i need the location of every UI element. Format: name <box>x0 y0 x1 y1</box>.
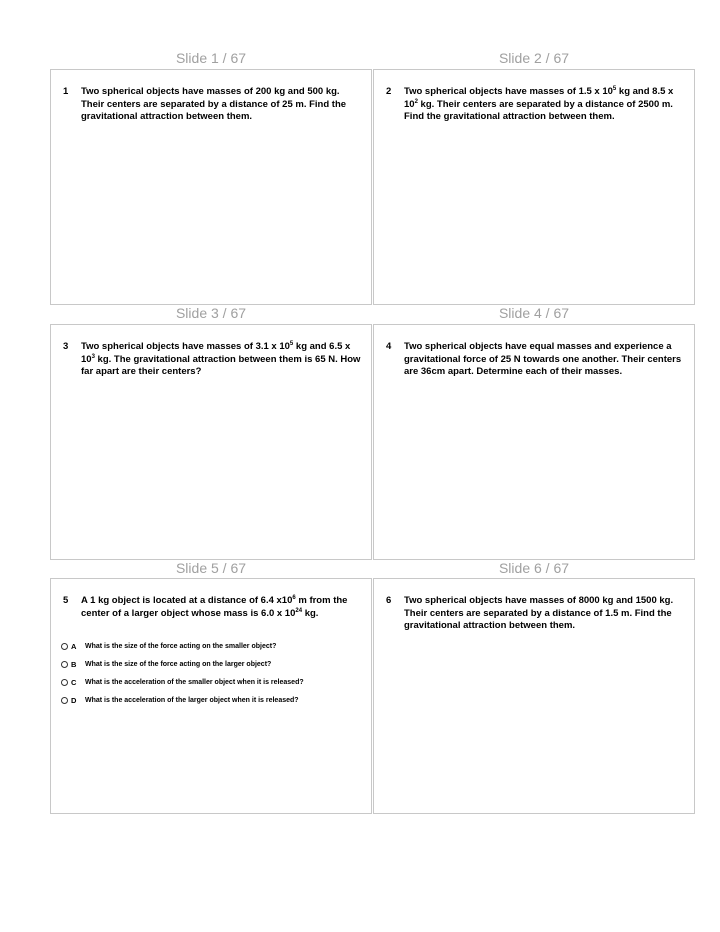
question-number: 6 <box>386 595 392 606</box>
option-text: What is the size of the force acting on the larger object? <box>85 661 272 668</box>
answer-options <box>61 641 361 713</box>
radio-bullet-icon[interactable] <box>61 679 68 686</box>
radio-bullet-icon[interactable] <box>61 697 68 704</box>
slide-3 <box>50 324 372 560</box>
option-text: What is the acceleration of the smaller object when it is released? <box>85 679 304 686</box>
question-text: A 1 kg object is located at a distance of 6.4 $x10^6$ m from the center of a larger object whose mass is 6.0 x $10^{24}$ kg. <box>81 595 348 619</box>
slide-1-label: Slide 1 / 67 <box>175 50 247 66</box>
radio-bullet-icon[interactable] <box>61 643 68 650</box>
question-5 <box>61 595 361 620</box>
question-text: Two spherical objects have masses of 1.5 x $10^5$ kg and 8.5 x $10^2$ kg. Their centers are separated by a distance of 2500 m. Find the gravitational attraction between them. <box>404 86 674 122</box>
radio-bullet-icon[interactable] <box>61 661 68 668</box>
option-d[interactable] <box>61 695 361 706</box>
slide-2 <box>373 69 695 305</box>
option-a[interactable] <box>61 641 361 652</box>
option-letter: B <box>71 660 77 669</box>
question-number: 5 <box>63 595 69 606</box>
question-text: Two spherical objects have equal masses and experience a gravitational force of 25 N towards one another. Their centers are 36cm apart. Determine each of their masses. <box>404 341 682 377</box>
slide-2-label: Slide 2 / 67 <box>498 50 570 66</box>
question-number: 4 <box>386 341 392 352</box>
question-text: Two spherical objects have masses of 3.1 x $10^5$ kg and 6.5 x $10^3$ kg. The gravitational attraction between them is 65 N. How far apart are their centers? <box>81 341 361 377</box>
option-c[interactable] <box>61 677 361 688</box>
question-2 <box>384 86 684 124</box>
slide-3-label: Slide 3 / 67 <box>175 305 247 321</box>
slide-1 <box>50 69 372 305</box>
option-text: What is the acceleration of the larger object when it is released? <box>85 697 299 704</box>
question-text: Two spherical objects have masses of 8000 kg and 1500 kg. Their centers are separated by a distance of 1.5 m. Find the gravitational attraction between them. <box>404 595 674 631</box>
slide-5 <box>50 578 372 814</box>
question-4 <box>384 341 684 379</box>
question-number: 2 <box>386 86 392 97</box>
option-b[interactable] <box>61 659 361 670</box>
question-text: Two spherical objects have masses of 200 kg and 500 kg. Their centers are separated by a distance of 25 m. Find the gravitational attraction between them. <box>81 86 347 122</box>
slide-4-label: Slide 4 / 67 <box>498 305 570 321</box>
question-number: 3 <box>63 341 69 352</box>
option-letter: D <box>71 696 77 705</box>
option-letter: C <box>71 678 77 687</box>
question-3 <box>61 341 361 379</box>
slide-4 <box>373 324 695 560</box>
question-6 <box>384 595 684 633</box>
option-letter: A <box>71 642 77 651</box>
option-text: What is the size of the force acting on the smaller object? <box>85 643 277 650</box>
slide-6-label: Slide 6 / 67 <box>498 560 570 576</box>
question-1 <box>61 86 361 124</box>
question-number: 1 <box>63 86 69 97</box>
slide-5-label: Slide 5 / 67 <box>175 560 247 576</box>
slide-6 <box>373 578 695 814</box>
